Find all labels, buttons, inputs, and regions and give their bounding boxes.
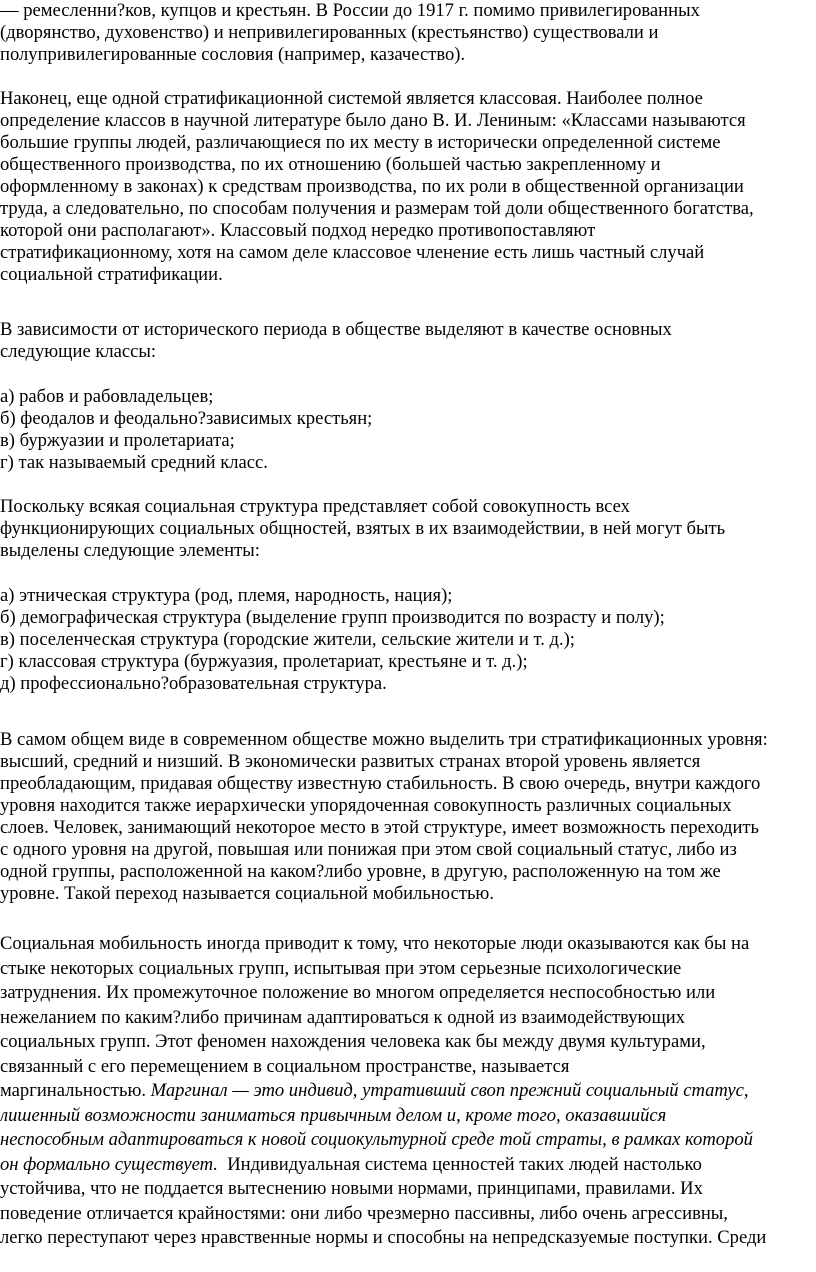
text-line-italic: неспособным адаптироваться к новой социокультурной среде той страты, в рамках которой bbox=[0, 1129, 753, 1150]
text-line: социальных групп. Этот феномен нахождения человека как бы между двумя культурами, bbox=[0, 1031, 706, 1052]
list-item: в) буржуазии и пролетариата; bbox=[0, 430, 235, 451]
text-line: В зависимости от исторического периода в обществе выделяют в качестве основных bbox=[0, 319, 672, 340]
list-item: а) этническая структура (род, племя, народность, нация); bbox=[0, 585, 453, 606]
text-line bbox=[0, 1153, 766, 1178]
paragraph-class-system bbox=[0, 88, 754, 286]
text-line: — ремесленни?ков, купцов и крестьян. В России до 1917 г. помимо привилегированных bbox=[0, 0, 700, 21]
text-line: стыке некоторых социальных групп, испытывая при этом серьезные психологические bbox=[0, 957, 682, 979]
list-item: д) профессионально?образовательная структура. bbox=[0, 673, 387, 694]
paragraph-social-structure bbox=[0, 496, 725, 562]
text-italic: Маргинал — это индивид, утративший своп прежний социальный статус, bbox=[150, 1080, 749, 1101]
text-line: связанный с его перемещением в социальном пространстве, называется bbox=[0, 1055, 570, 1077]
paragraph-estates bbox=[0, 0, 700, 66]
text-line bbox=[0, 1079, 766, 1104]
text-line: с одного уровня на другой, повышая или понижая при этом свой социальный статус, либо из bbox=[0, 839, 737, 860]
text-line-italic: лишенный возможности заниматься привычным делом и, кроме того, оказавшийся bbox=[0, 1104, 667, 1126]
list-item: в) поселенческая структура (городские жители, сельские жители и т. д.); bbox=[0, 629, 575, 650]
text-line: общественного производства, по их отношению (большей частью закрепленному и bbox=[0, 154, 661, 175]
text-line: которой они располагают». Классовый подход нередко противопоставляют bbox=[0, 220, 596, 241]
text-line: устойчива, что не поддается вытеснению новыми нормами, принципами, правилами. Их bbox=[0, 1178, 703, 1199]
list-item: г) классовая структура (буржуазия, пролетариат, крестьяне и т. д.); bbox=[0, 651, 528, 672]
text-line: определение классов в научной литературе было дано В. И. Лениным: «Классами называются bbox=[0, 110, 746, 131]
text-line: полупривилегированные сословия (например, казачество). bbox=[0, 44, 466, 65]
text-line: Наконец, еще одной стратификационной системой является классовая. Наиболее полное bbox=[0, 88, 703, 109]
text-line: слоев. Человек, занимающий некоторое место в этой структуре, имеет возможность переходить bbox=[0, 817, 760, 838]
text-normal: маргинальностью. bbox=[0, 1080, 151, 1101]
text-line: высший, средний и низший. В экономически развитых странах второй уровень является bbox=[0, 751, 701, 772]
text-line: уровне. Такой переход называется социальной мобильностью. bbox=[0, 883, 494, 904]
text-line: функционирующих социальных общностей, взятых в их взаимодействии, в ней могут быть bbox=[0, 518, 726, 539]
text-line: уровня находится также иерархически упорядоченная совокупность различных социальных bbox=[0, 795, 732, 816]
text-italic: он формально существует. bbox=[0, 1153, 218, 1175]
text-line: большие группы людей, различающиеся по их месту в исторически определенной системе bbox=[0, 132, 721, 153]
text-line: нежеланием по каким?либо причинам адаптироваться к одной из взаимодействующих bbox=[0, 1006, 686, 1028]
text-line: Социальная мобильность иногда приводит к тому, что некоторые люди оказываются как бы на bbox=[0, 933, 750, 954]
text-line: одной группы, расположенной на каком?либо уровне, в другую, расположенную на том же bbox=[0, 861, 721, 882]
text-line: следующие классы: bbox=[0, 341, 157, 362]
text-normal: Индивидуальная система ценностей таких людей настолько bbox=[217, 1153, 702, 1175]
paragraph-marginality bbox=[0, 932, 766, 1251]
text-line: социальной стратификации. bbox=[0, 264, 223, 285]
text-line: поведение отличается крайностями: они либо чрезмерно пассивны, либо очень агрессивны, bbox=[0, 1202, 728, 1224]
text-line: В самом общем виде в современном обществе можно выделить три стратификационных уровня: bbox=[0, 729, 768, 750]
list-item: г) так называемый средний класс. bbox=[0, 452, 268, 473]
list-structure-elements bbox=[0, 585, 665, 695]
text-line: труда, а следовательно, по способам получения и размерам той доли общественного богатства, bbox=[0, 198, 754, 219]
list-item: б) демографическая структура (выделение групп производится по возрасту и полу); bbox=[0, 607, 665, 628]
list-item: а) рабов и рабовладельцев; bbox=[0, 386, 214, 407]
text-line: выделены следующие элементы: bbox=[0, 540, 260, 561]
text-line: легко переступают через нравственные нормы и способны на непредсказуемые поступки. Среди bbox=[0, 1227, 767, 1248]
paragraph-historical-classes bbox=[0, 319, 672, 363]
text-line: (дворянство, духовенство) и непривилегированных (крестьянство) существовали и bbox=[0, 22, 659, 43]
text-line: затруднения. Их промежуточное положение во многом определяется неспособностью или bbox=[0, 982, 716, 1003]
text-line: Поскольку всякая социальная структура представляет собой совокупность всех bbox=[0, 496, 630, 517]
paragraph-stratification-levels bbox=[0, 729, 768, 905]
text-line: оформленному в законах) к средствам производства, по их роли в общественной организации bbox=[0, 176, 744, 197]
text-line: стратификационному, хотя на самом деле классовое членение есть лишь частный случай bbox=[0, 242, 705, 263]
text-line: преобладающим, придавая обществу известную стабильность. В свою очередь, внутри каждого bbox=[0, 773, 761, 794]
list-item: б) феодалов и феодально?зависимых крестьян; bbox=[0, 408, 373, 429]
list-classes bbox=[0, 386, 372, 474]
